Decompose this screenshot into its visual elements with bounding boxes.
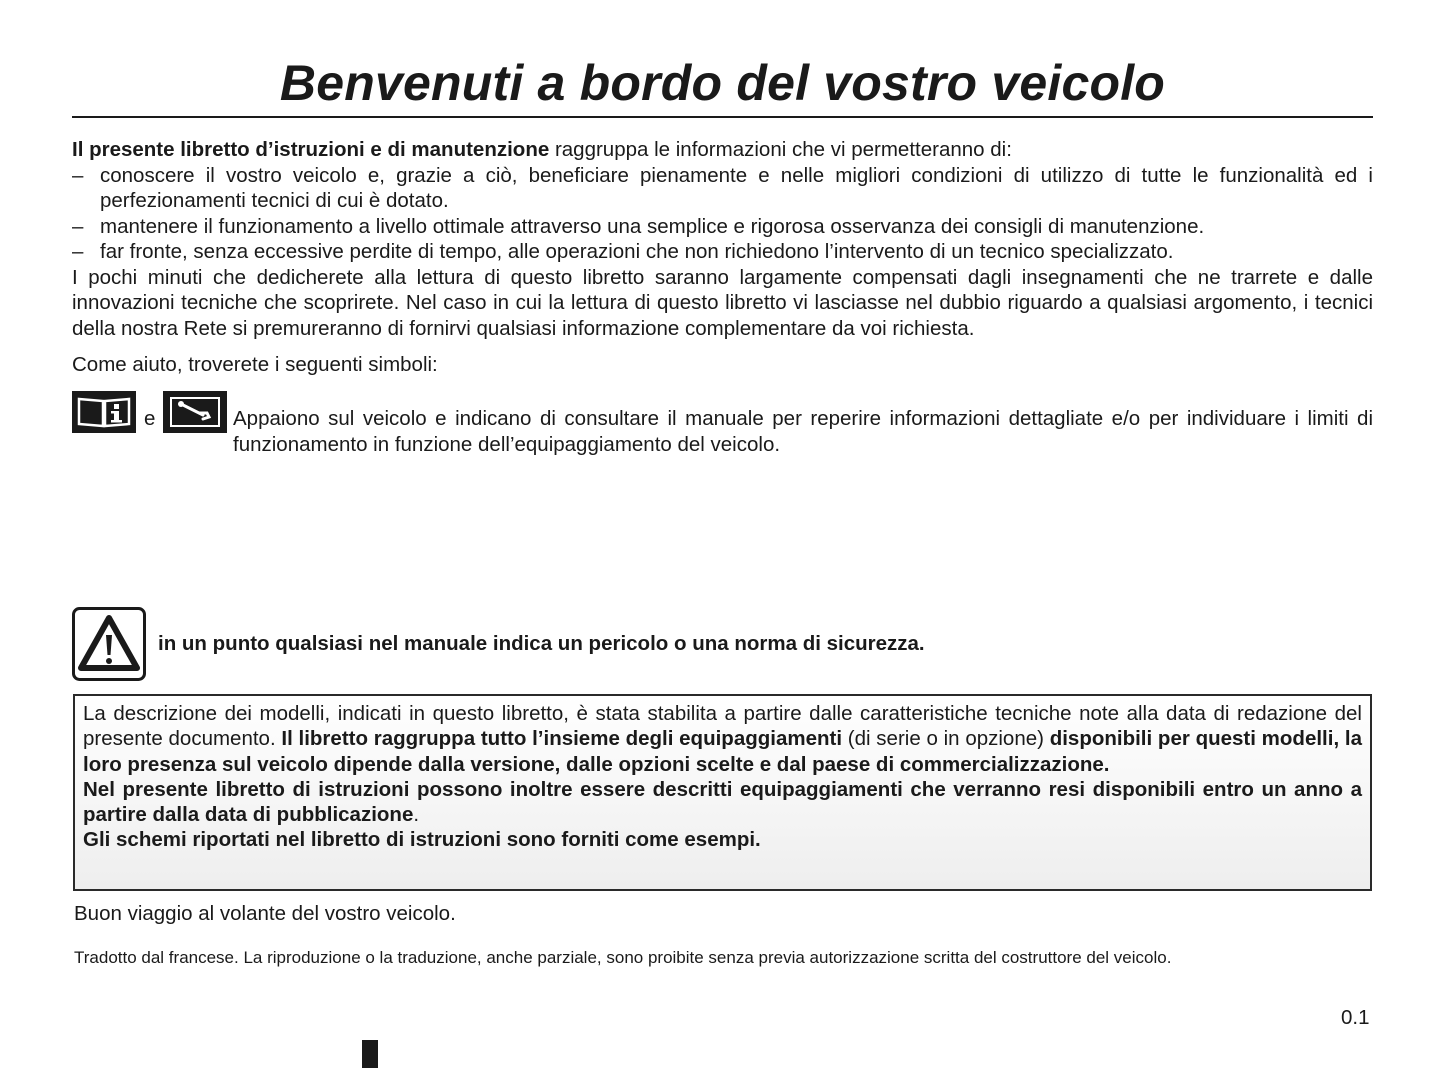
edge-mark (362, 1040, 378, 1068)
notice-bold-text: disponibili per questi modelli, la loro presenza sul veicolo dipende dalla versione, dalle opzioni scelte e dal paese di commercializzazione. (83, 727, 1362, 776)
bullet-dash: – (72, 240, 84, 263)
wrench-icon (163, 391, 227, 433)
notice-text: La descrizione dei modelli, indicati in questo libretto, è stata stabilita a partire dalle caratteristiche tecniche note alla data di redazione del presente documento. (83, 702, 1362, 751)
title-rule (72, 116, 1373, 118)
intro-bullet-text: mantenere il funzionamento a livello ottimale attraverso una semplice e rigorosa osservanza dei consigli di manutenzione. (100, 214, 1205, 238)
manual-book-icon (72, 391, 136, 433)
intro-bullet-text: far fronte, senza eccessive perdite di tempo, alle operazioni che non richiedono l’intervento di un tecnico specializzato. (100, 240, 1174, 263)
page-number: 0.1 (1341, 1006, 1370, 1029)
intro-closing: I pochi minuti che dedicherete alla lettura di questo libretto saranno largamente compensati dagli insegnamenti che ne trarrete e dalle innovazioni tecniche che scoprirete. Nel caso in cui la lettura di questo libretto vi lasciasse nel dubbio riguardo a qualsiasi argomento, i tecnici della nostra Rete si premureranno di fornirvi qualsiasi informazione complementare da voi richiesta. (72, 265, 1373, 340)
notice-bold-text: Il libretto raggruppa tutto l’insieme degli equipaggiamenti (281, 727, 843, 751)
warning-triangle-icon (72, 607, 146, 681)
intro-lead (72, 137, 1373, 163)
symbol-connector: e (144, 407, 156, 430)
intro-section (72, 137, 1373, 341)
help-line: Come aiuto, troverete i seguenti simboli: (72, 353, 438, 376)
intro-lead-rest: raggruppa le informazioni che vi permetteranno di: (549, 138, 1012, 161)
page-title: Benvenuti a bordo del vostro veicolo (279, 55, 1166, 111)
notice-bold-text: Gli schemi riportati nel libretto di istruzioni sono forniti come esempi. (83, 828, 761, 852)
bullet-dash: – (72, 163, 84, 187)
intro-bullet (72, 163, 1373, 214)
notice-paragraph (83, 827, 1362, 852)
notice-box (73, 694, 1372, 891)
warning-text: in un punto qualsiasi nel manuale indica un pericolo o una norma di sicurezza. (158, 632, 925, 655)
intro-bullet (72, 214, 1373, 240)
intro-bullet-text: conoscere il vostro veicolo e, grazie a ciò, beneficiare pienamente e nelle migliori condizioni di utilizzo di tutte le funzionalità ed i perfezionamenti tecnici di cui è dotato. (100, 163, 1373, 212)
notice-paragraph (83, 701, 1362, 777)
symbols-description: Appaiono sul veicolo e indicano di consultare il manuale per reperire informazioni dettagliate e/o per individuare i limiti di funzionamento in funzione dell’equipaggiamento del veicolo. (233, 407, 1373, 456)
notice-paragraph (83, 777, 1362, 828)
help-section (72, 352, 1373, 378)
symbols-row (72, 391, 1373, 461)
closing-line: Buon viaggio al volante del vostro veicolo. (74, 902, 456, 925)
notice-text: (di serie o in opzione) (842, 727, 1050, 751)
notice-text: . (413, 803, 420, 827)
bullet-dash: – (72, 214, 84, 238)
intro-bullet (72, 239, 1373, 265)
intro-lead-bold: Il presente libretto d’istruzioni e di manutenzione (72, 138, 550, 161)
notice-bold-text: Nel presente libretto di istruzioni possono inoltre essere descritti equipaggiamenti che verranno resi disponibili entro un anno a partire dalla data di pubblicazione (83, 777, 1362, 827)
footnote: Tradotto dal francese. La riproduzione o la traduzione, anche parziale, sono proibite senza previa autorizzazione scritta del costruttore del veicolo. (74, 948, 1172, 967)
